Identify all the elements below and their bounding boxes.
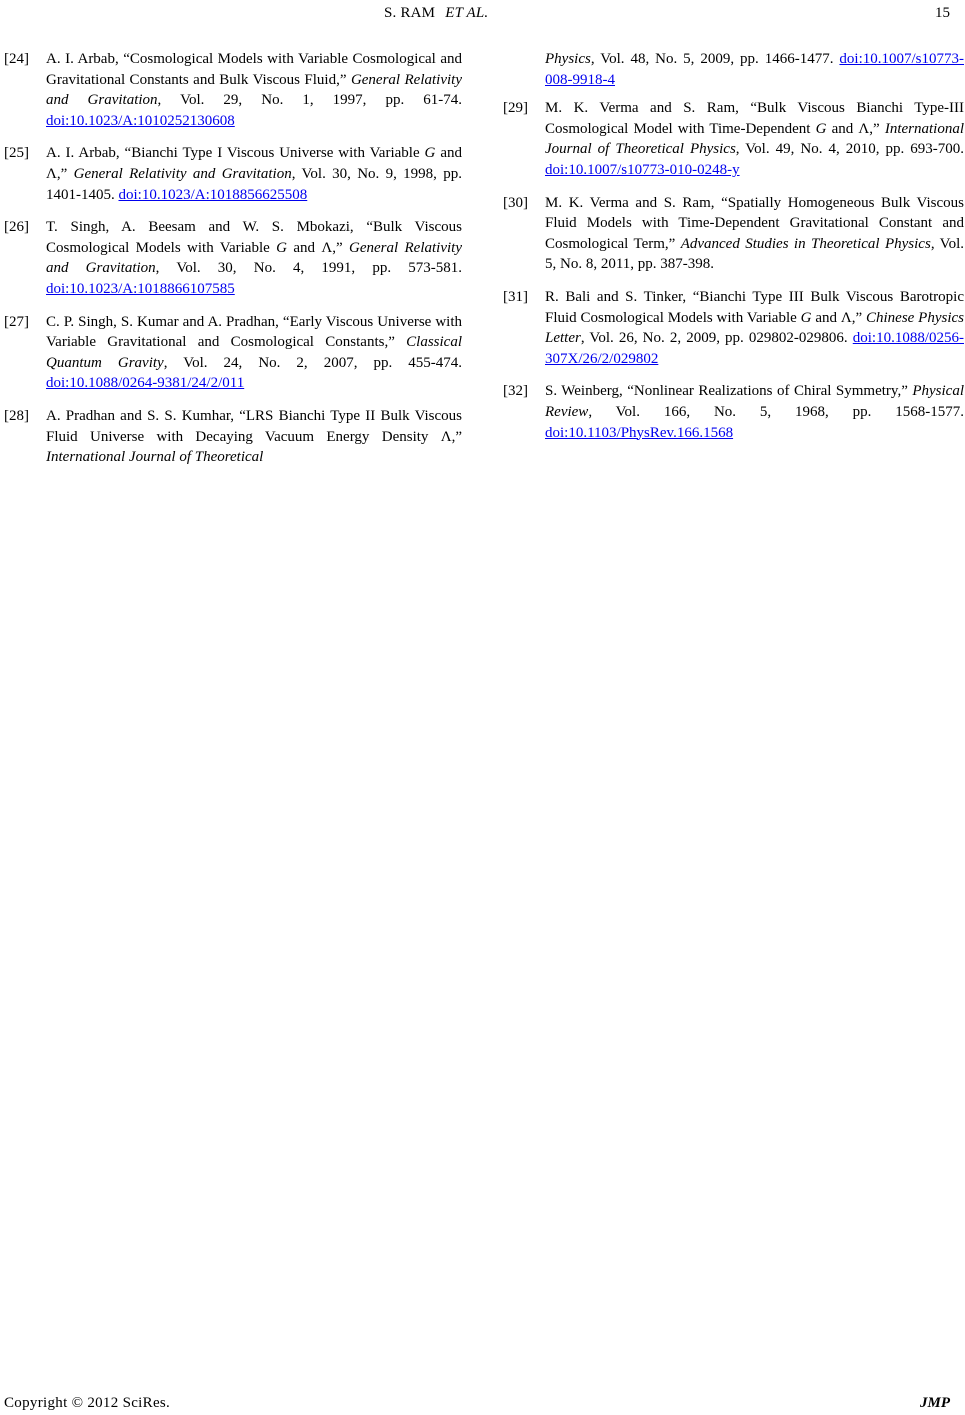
italic-text: General Relativity and Gravitation [46,71,462,109]
reference-text-segment: , Vol. 5, No. 8, 2011, pp. 387-398. [545,235,964,273]
reference-text-segment: S. Weinberg, “Nonlinear Realizations of Chiral Symmetry,” [545,383,913,400]
reference-text-segment: , Vol. 24, No. 2, 2007, pp. 455-474. [163,354,463,371]
reference-text [46,217,462,299]
reference-text [545,49,964,90]
italic-text: G [815,120,827,137]
reference-text-segment: A. Pradhan and S. S. Kumhar, “LRS Bianchi Type II Bulk Viscous Fluid Universe with Decaying Vacuum Energy Density Λ,” [46,407,462,445]
doi-link[interactable]: doi:10.1088/0256-307X/26/2/029802 [545,330,964,367]
reference-number: [27] [4,313,29,330]
reference-text-segment: and Λ,” [46,145,462,182]
italic-text: Advanced Studies in Theoretical Physics [680,235,931,252]
header-et-al: ET AL. [445,5,489,21]
reference-text [545,287,964,369]
reference-entry [503,98,964,180]
doi-link[interactable]: doi:10.1007/s10773-010-0248-y [545,161,740,178]
reference-number: [29] [503,100,528,117]
reference-entry [4,49,462,131]
reference-entry [4,312,462,394]
italic-text: Classical Quantum Gravity [46,334,462,371]
reference-text [46,406,462,468]
reference-text-segment: , Vol. 49, No. 4, 2010, pp. 693-700. [735,141,965,158]
page-number: 15 [935,5,950,21]
reference-text-segment: , Vol. 166, No. 5, 1968, pp. 1568-1577. [588,403,964,420]
references-left-column [4,49,462,480]
copyright-notice: Copyright © 2012 SciRes. [4,1395,171,1411]
italic-text: G [800,309,812,326]
reference-text-segment: , Vol. 26, No. 2, 2009, pp. 029802-029806. [580,330,853,347]
reference-text [46,312,462,394]
italic-text: International Journal of Theoretical Physics [545,120,964,158]
reference-text-segment: M. K. Verma and S. Ram, “Bulk Viscous Bianchi Type-III Cosmological Model with Time-Dependent [545,100,964,137]
italic-text: Physical Review [545,383,964,420]
reference-entry [4,406,462,468]
doi-link[interactable]: doi:10.1023/A:1018866107585 [46,280,235,297]
italic-text: G [424,145,436,162]
references-right-column [503,49,964,455]
reference-text-segment: A. I. Arbab, “Cosmological Models with Variable Cosmological and Gravitational Constants and Bulk Viscous Fluid,” [46,51,462,88]
doi-link[interactable]: doi:10.1023/A:1010252130608 [46,112,235,129]
page-footer [0,1392,965,1414]
italic-text: General Relativity and Gravitation [46,239,462,277]
italic-text: International Journal of Theoretical [46,449,264,466]
reference-text-segment: , Vol. 29, No. 1, 1997, pp. 61-74. [157,92,462,109]
reference-text-segment: and Λ,” [286,239,349,256]
header-author-name: S. RAM [384,5,436,21]
reference-text [545,98,964,180]
doi-link[interactable]: doi:10.1023/A:1018856625508 [118,186,308,203]
italic-text: G [276,239,287,256]
reference-text [46,143,462,205]
reference-number: [26] [4,219,29,236]
journal-abbreviation: JMP [920,1395,950,1411]
reference-text-segment: , Vol. 30, No. 4, 1991, pp. 573-581. [155,260,462,277]
reference-number: [24] [4,51,29,67]
reference-text-segment: M. K. Verma and S. Ram, “Spatially Homogeneous Bulk Viscous Fluid Models with Time-Dependent Gravitational Constant and Cosmological Term,” [545,194,964,252]
reference-text-segment: R. Bali and S. Tinker, “Bianchi Type III Bulk Viscous Barotropic Fluid Cosmological Models with Variable [545,288,964,326]
reference-entry [503,193,964,275]
reference-text-segment: A. I. Arbab, “Bianchi Type I Viscous Universe with Variable [46,145,425,162]
reference-number: [31] [503,288,528,305]
reference-text-segment: , Vol. 30, No. 9, 1998, pp. 1401-1405. [46,165,462,203]
reference-entry [503,381,964,443]
reference-text [46,49,462,131]
italic-text: Physics [545,51,591,67]
italic-text: General Relativity and Gravitation [73,165,292,182]
reference-text [545,381,964,443]
reference-entry [503,287,964,369]
reference-number: [25] [4,145,29,162]
reference-entry-continued [503,49,964,90]
doi-link[interactable]: doi:10.1088/0264-9381/24/2/011 [46,375,245,392]
reference-text-segment: C. P. Singh, S. Kumar and A. Pradhan, “Early Viscous Universe with Variable Gravitational and Cosmological Constants,” [46,313,462,351]
running-head [0,2,965,24]
reference-text-segment: and Λ,” [826,120,885,137]
reference-entry [4,143,462,205]
reference-text-segment: , Vol. 48, No. 5, 2009, pp. 1466-1477. [590,51,840,67]
reference-number: [28] [4,407,29,424]
doi-link[interactable]: doi:10.1103/PhysRev.166.1568 [545,424,734,441]
reference-text [545,193,964,275]
italic-text: Chinese Physics Letter [545,309,964,347]
reference-number: [32] [503,383,528,400]
reference-text-segment: T. Singh, A. Beesam and W. S. Mbokazi, “Bulk Viscous Cosmological Models with Variable [46,219,462,256]
reference-number: [30] [503,194,528,211]
reference-entry [4,217,462,299]
header-author [384,2,488,24]
doi-link[interactable]: doi:10.1007/s10773-008-9918-4 [545,51,964,88]
reference-text-segment: and Λ,” [811,309,866,326]
